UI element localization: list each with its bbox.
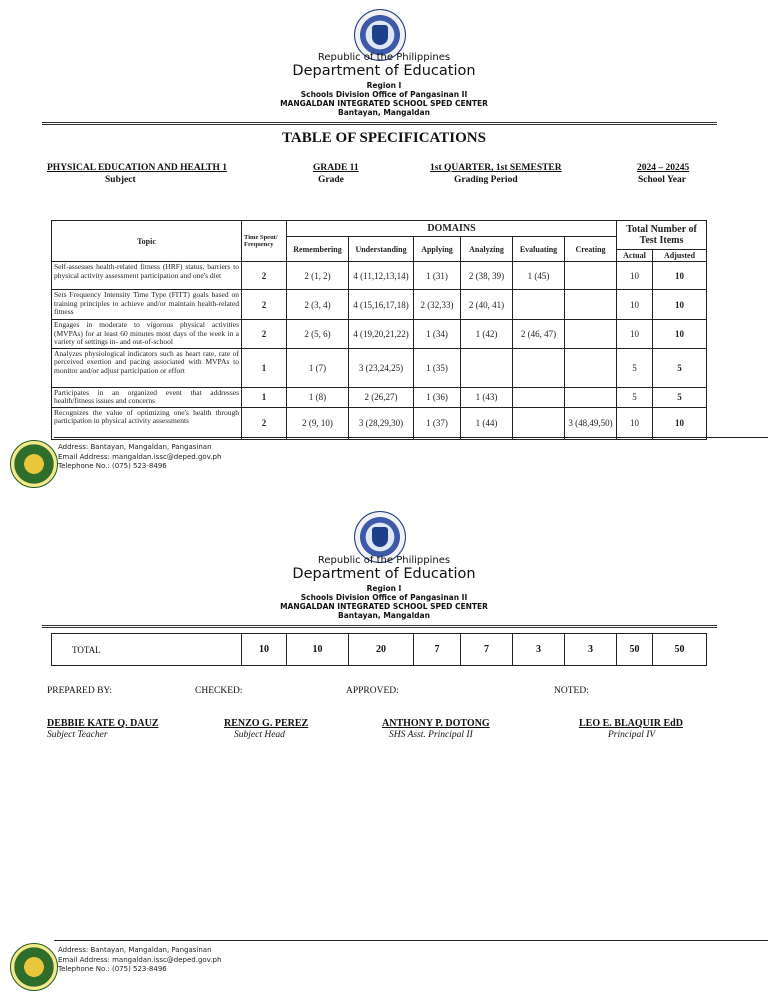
understanding-header: Understanding	[349, 237, 414, 262]
cell-analyzing: 2 (38, 39)	[461, 262, 513, 290]
table-row	[52, 348, 707, 387]
total-applying: 7	[414, 634, 461, 666]
footer-contact	[58, 443, 221, 472]
cell-evaluating	[513, 290, 565, 320]
cell-creating	[565, 320, 617, 349]
cell-topic: Engages in moderate to vigorous physical activities (MVPAs) for at least 60 minutes most days of the week in a variety of settings in- and out-of-school	[52, 320, 242, 349]
cell-understanding: 4 (11,12,13,14)	[349, 262, 414, 290]
header-divider	[42, 122, 717, 125]
cell-adjusted: 10	[653, 320, 707, 349]
totals-table	[51, 633, 707, 666]
cell-actual: 10	[617, 320, 653, 349]
actual-header: Actual	[617, 250, 653, 262]
totals-row	[52, 634, 707, 666]
cell-topic: Analyzes physiological indicators such as heart rate, rate of perceived exertion and pacing associated with MVPAs to monitor and/or adjust participation or effort	[52, 348, 242, 387]
location-line: Bantayan, Mangaldan	[338, 108, 430, 117]
cell-time: 2	[242, 262, 287, 290]
total-adjusted: 50	[653, 634, 707, 666]
cell-creating	[565, 290, 617, 320]
cell-creating	[565, 348, 617, 387]
specifications-table	[51, 220, 707, 440]
checked-label: CHECKED:	[195, 686, 243, 696]
cell-understanding: 3 (28,29,30)	[349, 407, 414, 439]
total-actual: 50	[617, 634, 653, 666]
prepared-by-role: Subject Teacher	[47, 730, 108, 740]
school-year-value: 2024 – 20245	[637, 163, 690, 173]
approved-by-name: ANTHONY P. DOTONG	[382, 718, 490, 729]
school-line-page2: MANGALDAN INTEGRATED SCHOOL SPED CENTER	[280, 602, 488, 611]
table-row	[52, 407, 707, 439]
cell-adjusted: 5	[653, 387, 707, 407]
table-row	[52, 290, 707, 320]
footer-contact-page2	[58, 946, 221, 975]
cell-remembering: 2 (5, 6)	[287, 320, 349, 349]
cell-applying: 1 (36)	[414, 387, 461, 407]
cell-remembering: 2 (9, 10)	[287, 407, 349, 439]
time-spent-header: Time Spent/ Frequency	[242, 221, 287, 262]
region-line: Region I	[366, 81, 402, 90]
cell-analyzing: 1 (44)	[461, 407, 513, 439]
document-title: TABLE OF SPECIFICATIONS	[282, 130, 486, 146]
table-row	[52, 262, 707, 290]
division-line: Schools Division Office of Pangasinan II	[300, 90, 468, 99]
remembering-header: Remembering	[287, 237, 349, 262]
creating-header: Creating	[565, 237, 617, 262]
cell-analyzing: 2 (40, 41)	[461, 290, 513, 320]
footer-phone: Telephone No.: (075) 523-8496	[58, 462, 167, 470]
cell-remembering: 1 (8)	[287, 387, 349, 407]
cell-remembering: 2 (3, 4)	[287, 290, 349, 320]
domains-header: DOMAINS	[287, 221, 617, 237]
total-analyzing: 7	[461, 634, 513, 666]
approved-label: APPROVED:	[346, 686, 399, 696]
total-understanding: 20	[349, 634, 414, 666]
prepared-by-label: PREPARED BY:	[47, 686, 113, 696]
cell-applying: 1 (35)	[414, 348, 461, 387]
cell-time: 2	[242, 407, 287, 439]
cell-time: 2	[242, 290, 287, 320]
total-time: 10	[242, 634, 287, 666]
cell-creating	[565, 387, 617, 407]
grade-value: GRADE 11	[313, 163, 359, 173]
cell-topic: Participates in an organized event that addresses health/fitness issues and concerns	[52, 387, 242, 407]
grading-period-label: Grading Period	[454, 175, 518, 185]
cell-understanding: 3 (23,24,25)	[349, 348, 414, 387]
cell-actual: 10	[617, 407, 653, 439]
cell-evaluating	[513, 407, 565, 439]
footer-address-page2: Address: Bantayan, Mangaldan, Pangasinan	[58, 946, 212, 954]
cell-evaluating	[513, 348, 565, 387]
cell-adjusted: 5	[653, 348, 707, 387]
division-line-page2: Schools Division Office of Pangasinan II	[300, 593, 468, 602]
header-divider-page2	[42, 625, 717, 628]
cell-adjusted: 10	[653, 290, 707, 320]
republic-line-page2: Republic of the Philippines	[317, 555, 451, 566]
footer-address: Address: Bantayan, Mangaldan, Pangasinan	[58, 443, 212, 451]
checked-by-name: RENZO G. PEREZ	[224, 718, 309, 729]
topic-header: Topic	[52, 221, 242, 262]
total-creating: 3	[565, 634, 617, 666]
cell-analyzing	[461, 348, 513, 387]
cell-applying: 1 (34)	[414, 320, 461, 349]
cell-analyzing: 1 (42)	[461, 320, 513, 349]
prepared-by-name: DEBBIE KATE Q. DAUZ	[47, 718, 159, 729]
republic-line: Republic of the Philippines	[317, 52, 451, 63]
cell-evaluating: 2 (46, 47)	[513, 320, 565, 349]
cell-time: 2	[242, 320, 287, 349]
footer-divider	[54, 437, 768, 438]
cell-creating: 3 (48,49,50)	[565, 407, 617, 439]
footer-divider-page2	[54, 940, 768, 941]
footer-email-page2: Email Address: mangaldan.issc@deped.gov.ph	[58, 955, 222, 964]
location-line-page2: Bantayan, Mangaldan	[338, 611, 430, 620]
cell-evaluating: 1 (45)	[513, 262, 565, 290]
cell-adjusted: 10	[653, 262, 707, 290]
cell-topic: Recognizes the value of optimizing one's health through participation in physical activity assessments	[52, 407, 242, 439]
adjusted-header: Adjusted	[653, 250, 707, 262]
cell-actual: 10	[617, 290, 653, 320]
department-title: Department of Education	[292, 63, 476, 79]
cell-applying: 1 (31)	[414, 262, 461, 290]
analyzing-header: Analyzing	[461, 237, 513, 262]
cell-actual: 5	[617, 348, 653, 387]
cell-remembering: 1 (7)	[287, 348, 349, 387]
total-items-header: Total Number of Test Items	[617, 221, 707, 250]
school-year-label: School Year	[638, 175, 686, 185]
cell-understanding: 4 (19,20,21,22)	[349, 320, 414, 349]
cell-time: 1	[242, 348, 287, 387]
region-line-page2: Region I	[366, 584, 402, 593]
approved-by-role: SHS Asst. Principal II	[389, 730, 473, 740]
cell-understanding: 2 (26,27)	[349, 387, 414, 407]
total-label: TOTAL	[52, 634, 242, 666]
cell-applying: 1 (37)	[414, 407, 461, 439]
subject-value: PHYSICAL EDUCATION AND HEALTH 1	[47, 163, 228, 173]
cell-adjusted: 10	[653, 407, 707, 439]
applying-header: Applying	[414, 237, 461, 262]
cell-actual: 5	[617, 387, 653, 407]
cell-topic: Sets Frequency Intensity Time Type (FITT) goals based on training principles to achieve and/or maintain health-related fitness	[52, 290, 242, 320]
checked-by-role: Subject Head	[234, 730, 285, 740]
subject-label: Subject	[105, 175, 136, 185]
footer-phone-page2: Telephone No.: (075) 523-8496	[58, 965, 167, 973]
school-line: MANGALDAN INTEGRATED SCHOOL SPED CENTER	[280, 99, 488, 108]
cell-understanding: 4 (15,16,17,18)	[349, 290, 414, 320]
grade-label: Grade	[318, 175, 344, 185]
school-seal-logo-page2	[10, 943, 58, 991]
cell-analyzing: 1 (43)	[461, 387, 513, 407]
cell-actual: 10	[617, 262, 653, 290]
noted-label: NOTED:	[554, 686, 589, 696]
grading-period-value: 1st QUARTER, 1st SEMESTER	[430, 163, 562, 173]
cell-time: 1	[242, 387, 287, 407]
total-remembering: 10	[287, 634, 349, 666]
cell-topic: Self-assesses health-related fitness (HRF) status, barriers to physical activity assessment participation and one's diet	[52, 262, 242, 290]
school-seal-logo	[10, 440, 58, 488]
cell-creating	[565, 262, 617, 290]
total-evaluating: 3	[513, 634, 565, 666]
footer-email: Email Address: mangaldan.issc@deped.gov.ph	[58, 452, 222, 461]
noted-by-role: Principal IV	[608, 730, 656, 740]
evaluating-header: Evaluating	[513, 237, 565, 262]
cell-evaluating	[513, 387, 565, 407]
noted-by-name: LEO E. BLAQUIR EdD	[579, 718, 683, 729]
cell-applying: 2 (32,33)	[414, 290, 461, 320]
cell-remembering: 2 (1, 2)	[287, 262, 349, 290]
table-row	[52, 387, 707, 407]
table-row	[52, 320, 707, 349]
department-title-page2: Department of Education	[292, 566, 476, 582]
